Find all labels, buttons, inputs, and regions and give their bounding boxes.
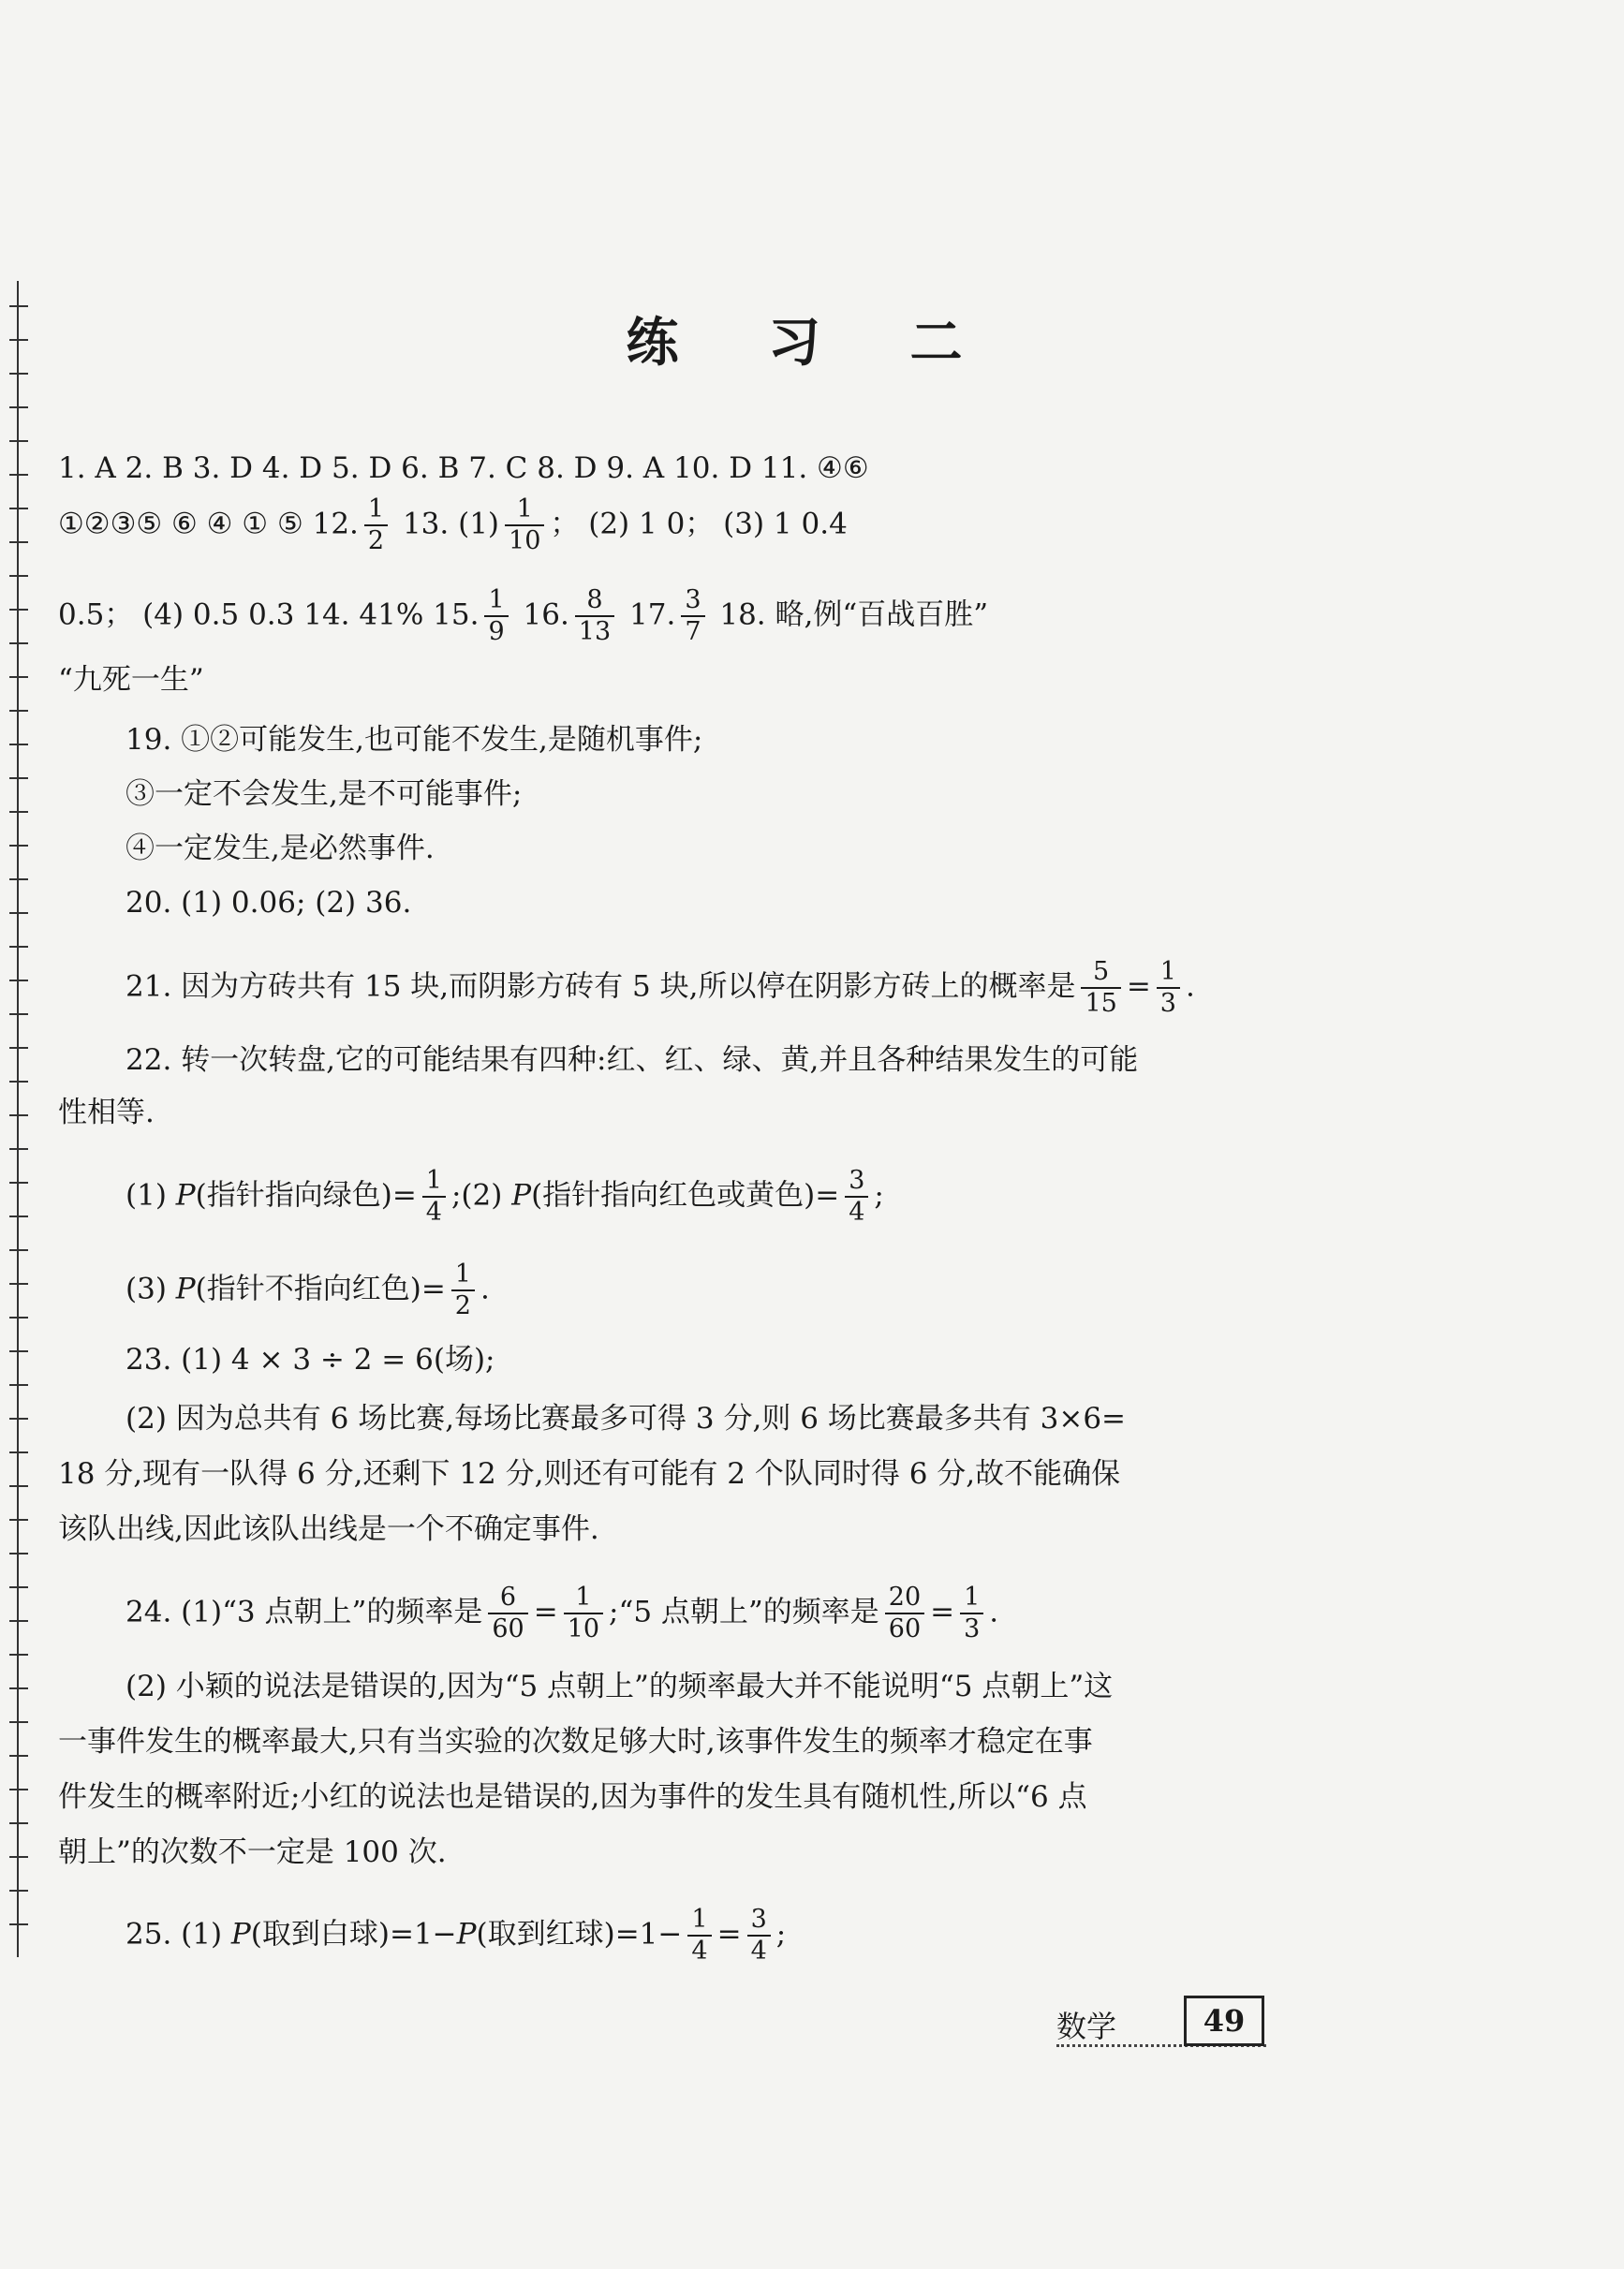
question-23b: (2) 因为总共有 6 场比赛,每场比赛最多可得 3 分,则 6 场比赛最多共有 3×6= — [125, 1402, 1127, 1436]
question-23c: 18 分,现有一队得 6 分,还剩下 12 分,则还有可能有 2 个队同时得 6 分,故不能确保 — [58, 1457, 1121, 1491]
question-24c: 一事件发生的概率最大,只有当实验的次数足够大时,该事件发生的频率才稳定在事 — [58, 1725, 1093, 1759]
fraction: $\frac{3}{4}$ — [845, 1166, 868, 1228]
question-22d: (3) P(指针不指向红色)= $\frac{1}{2}$ . — [125, 1260, 490, 1320]
fraction: $\frac{6}{60}$ — [488, 1583, 527, 1644]
fraction: $\frac{20}{60}$ — [885, 1583, 924, 1644]
subject-label: 数学 — [1056, 2009, 1117, 2044]
question-22a: 22. 转一次转盘,它的可能结果有四种:红、红、绿、黄,并且各种结果发生的可能 — [125, 1043, 1139, 1077]
answer-line-3: 0.5； (4) 0.5 0.3 14. 41% 15. $\frac{1}{9}$ 16. $\frac{8}{13}$ 17. $\frac{3}{7}$ 18. 略,例“百战百胜” — [58, 585, 989, 646]
question-19a: 19. ①②可能发生,也可能不发生,是随机事件; — [125, 723, 703, 757]
question-23d: 该队出线,因此该队出线是一个不确定事件. — [58, 1512, 599, 1546]
fraction: $\frac{1}{10}$ — [564, 1583, 603, 1644]
fraction: $\frac{3}{4}$ — [747, 1905, 771, 1967]
question-24d: 件发生的概率附近;小红的说法也是错误的,因为事件的发生具有随机性,所以“6 点 — [58, 1780, 1087, 1814]
fraction: $\frac{1}{3}$ — [1157, 957, 1180, 1019]
answer-line-4: “九死一生” — [58, 663, 204, 697]
fraction: $\frac{1}{10}$ — [505, 494, 544, 556]
fraction: $\frac{1}{4}$ — [422, 1166, 446, 1228]
question-22b: 性相等. — [58, 1096, 155, 1129]
question-22c: (1) P(指针指向绿色)= $\frac{1}{4}$ ;(2) P(指针指向红色或黄色)= $\frac{3}{4}$ ; — [125, 1166, 884, 1227]
question-24b: (2) 小颖的说法是错误的,因为“5 点朝上”的频率最大并不能说明“5 点朝上”这 — [125, 1670, 1114, 1703]
fraction: $\frac{1}{2}$ — [451, 1260, 475, 1321]
question-24a: 24. (1)“3 点朝上”的频率是 $\frac{6}{60}$ = $\frac{1}{10}$ ;“5 点朝上”的频率是 $\frac{20}{60}$ = $\frac{1}{3}$ . — [125, 1583, 999, 1643]
question-19c: ④一定发生,是必然事件. — [125, 832, 435, 865]
fraction: $\frac{1}{3}$ — [960, 1583, 983, 1644]
page-number: 49 — [1184, 1996, 1264, 2046]
question-23a: 23. (1) 4 × 3 ÷ 2 = 6(场); — [125, 1343, 495, 1377]
page-title: 练 习 二 — [626, 313, 998, 374]
fraction: $\frac{5}{15}$ — [1081, 957, 1120, 1019]
question-24e: 朝上”的次数不一定是 100 次. — [58, 1835, 447, 1869]
page-footer — [1056, 1997, 1266, 2047]
answer-line-1: 1. A 2. B 3. D 4. D 5. D 6. B 7. C 8. D 9. A 10. D 11. ④⑥ — [58, 451, 869, 485]
fraction: $\frac{3}{7}$ — [681, 585, 704, 647]
binding-edge — [17, 281, 22, 1957]
fraction: $\frac{1}{9}$ — [484, 585, 508, 647]
question-25: 25. (1) P(取到白球)=1−P(取到红球)=1− $\frac{1}{4}$ = $\frac{3}{4}$ ; — [125, 1905, 787, 1966]
fraction: $\frac{8}{13}$ — [575, 585, 614, 647]
answer-line-2: ①②③⑤ ⑥ ④ ① ⑤ 12. $\frac{1}{2}$ 13. (1) $\frac{1}{10}$ ； (2) 1 0； (3) 1 0.4 — [58, 494, 848, 555]
question-19b: ③一定不会发生,是不可能事件; — [125, 777, 523, 811]
fraction: $\frac{1}{4}$ — [687, 1905, 711, 1967]
question-20: 20. (1) 0.06; (2) 36. — [125, 886, 412, 920]
fraction: $\frac{1}{2}$ — [364, 494, 388, 556]
question-21: 21. 因为方砖共有 15 块,而阴影方砖有 5 块,所以停在阴影方砖上的概率是 $\frac{5}{15}$ = $\frac{1}{3}$ . — [125, 957, 1195, 1018]
